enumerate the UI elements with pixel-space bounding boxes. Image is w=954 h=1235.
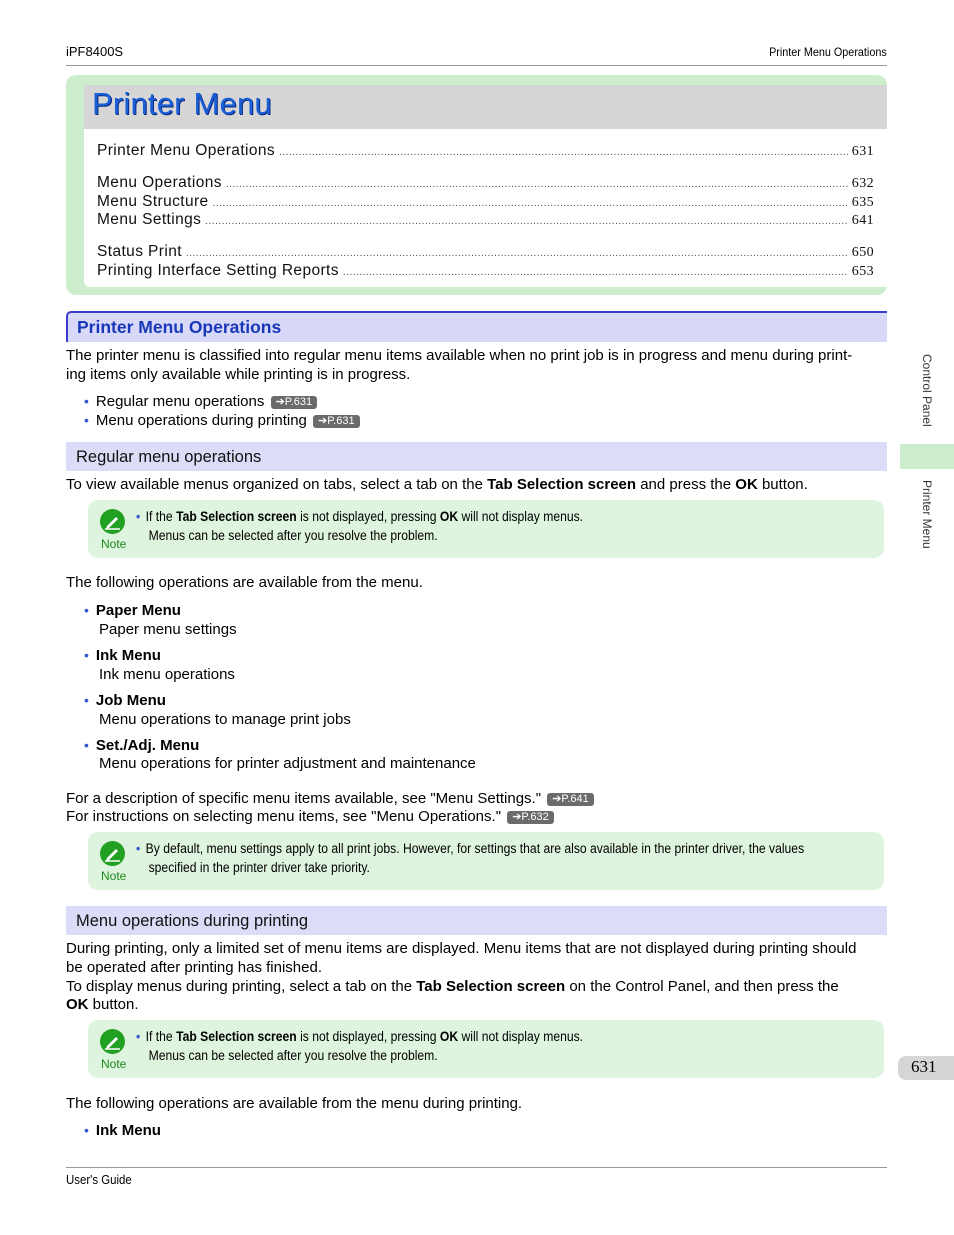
toc-entry[interactable]: [97, 193, 874, 211]
bullet-icon: •: [84, 602, 89, 618]
menu-item-desc: Menu operations for printer adjustment and maintenance: [99, 755, 476, 772]
toc-entry-page: 631: [851, 144, 874, 159]
during-paragraph-5: The following operations are available from the menu during printing.: [66, 1095, 523, 1112]
during-paragraph-3: To display menus during printing, select a tab on the Tab Selection screen on the Control Panel, and then press the: [66, 978, 839, 995]
toc-entry[interactable]: [97, 142, 874, 160]
bullet-icon: •: [84, 393, 89, 409]
toc-entry-page: 635: [851, 195, 874, 210]
toc-leader: [343, 267, 848, 278]
header-model: iPF8400S: [66, 44, 124, 59]
footer-divider: [66, 1167, 887, 1168]
toc-leader: [226, 179, 848, 190]
regular-paragraph-1: To view available menus organized on tabs, select a tab on the Tab Selection screen and press the OK button.: [66, 476, 808, 493]
subsection-title: Regular menu operations: [76, 448, 262, 466]
menu-item: • Job Menu: [84, 692, 166, 709]
toc-entry-page: 653: [851, 264, 874, 279]
link-item[interactable]: [84, 392, 317, 411]
toc-entry-label: Printing Interface Setting Reports: [97, 262, 339, 279]
subsection-title: Menu operations during printing: [76, 912, 309, 930]
page-ref-badge[interactable]: ➔P.631: [271, 396, 318, 409]
toc-entry-page: 641: [851, 213, 874, 228]
page-ref-badge[interactable]: ➔P.641: [547, 793, 594, 806]
toc-entry-page: 650: [851, 245, 874, 260]
footer-text: User's Guide: [66, 1172, 132, 1187]
page-number: 631: [911, 1057, 937, 1076]
page-ref-badge[interactable]: ➔P.631: [313, 415, 360, 428]
side-tab-highlight: [900, 444, 954, 469]
toc-leader: [186, 248, 848, 259]
note-box: [88, 500, 884, 558]
intro-line-1: The printer menu is classified into regular menu items available when no print job is in progress and menu during print-: [66, 347, 853, 364]
menu-item-desc: Paper menu settings: [99, 621, 237, 638]
bullet-icon: •: [84, 692, 89, 708]
side-tab-printer-menu[interactable]: Printer Menu: [920, 480, 934, 549]
section-title: Printer Menu Operations: [77, 317, 282, 337]
note-label: Note: [101, 869, 127, 883]
intro-line-2: ing items only available while printing is in progress.: [66, 366, 411, 383]
toc-leader: [279, 147, 848, 158]
menu-item: • Set./Adj. Menu: [84, 737, 200, 754]
bullet-icon: •: [84, 1122, 89, 1138]
toc-leader: [205, 216, 848, 227]
pencil-note-icon: [100, 509, 125, 534]
menu-item: • Ink Menu: [84, 647, 161, 664]
note-box: [88, 1020, 884, 1078]
see-menu-settings: For a description of specific menu items available, see "Menu Settings." ➔P.641: [66, 789, 888, 808]
link-text[interactable]: Regular menu operations: [95, 393, 265, 410]
during-paragraph-4: OK button.: [66, 996, 139, 1013]
see-menu-operations: For instructions on selecting menu items, see "Menu Operations." ➔P.632: [66, 807, 888, 826]
toc-entry[interactable]: [97, 211, 874, 229]
bullet-icon: •: [136, 841, 141, 856]
menu-item: • Ink Menu: [84, 1122, 161, 1139]
toc-entry[interactable]: [97, 262, 874, 280]
toc-entry-page: 632: [851, 176, 874, 191]
bullet-icon: •: [136, 509, 141, 524]
pencil-note-icon: [100, 1029, 125, 1054]
menu-item-desc: Menu operations to manage print jobs: [99, 711, 351, 728]
toc-entry[interactable]: [97, 243, 874, 261]
bullet-icon: •: [84, 647, 89, 663]
menu-item: • Paper Menu: [84, 602, 181, 619]
toc-entry-label: Menu Operations: [97, 174, 222, 191]
menu-item-desc: Ink menu operations: [99, 666, 235, 683]
toc-entry-label: Menu Structure: [97, 193, 209, 210]
during-paragraph-1: During printing, only a limited set of menu items are displayed. Menu items that are not displayed during printing should: [66, 940, 857, 957]
bullet-icon: •: [136, 1029, 141, 1044]
page-ref-badge[interactable]: ➔P.632: [507, 811, 554, 824]
regular-paragraph-2: The following operations are available from the menu.: [66, 574, 423, 591]
chapter-title: Printer Menu: [92, 86, 272, 121]
toc-entry-label: Status Print: [97, 243, 182, 260]
side-tab-control-panel[interactable]: Control Panel: [920, 354, 934, 427]
header-section: Printer Menu Operations: [769, 45, 887, 59]
note-text: • If the Tab Selection screen is not displayed, pressing OK will not display menus. Menus can be selected after you resolve the problem.: [136, 1029, 584, 1063]
note-label: Note: [101, 1057, 127, 1071]
during-paragraph-2: be operated after printing has finished.: [66, 959, 323, 976]
toc-entry[interactable]: [97, 174, 874, 192]
toc-entry-label: Menu Settings: [97, 211, 202, 228]
toc-entry-label: Printer Menu Operations: [97, 142, 276, 159]
link-item[interactable]: [84, 411, 360, 430]
pencil-note-icon: [100, 841, 125, 866]
header-divider: [66, 65, 887, 66]
note-label: Note: [101, 537, 127, 551]
bullet-icon: •: [84, 412, 89, 428]
note-text: • If the Tab Selection screen is not displayed, pressing OK will not display menus. Menus can be selected after you resolve the problem.: [136, 509, 584, 543]
link-text[interactable]: Menu operations during printing: [95, 412, 307, 429]
bullet-icon: •: [84, 737, 89, 753]
note-box: [88, 832, 884, 890]
toc-leader: [213, 198, 848, 209]
note-text: • By default, menu settings apply to all print jobs. However, for settings that are also available in the printer driver, the values specified in the printer driver take priority.: [136, 841, 805, 875]
